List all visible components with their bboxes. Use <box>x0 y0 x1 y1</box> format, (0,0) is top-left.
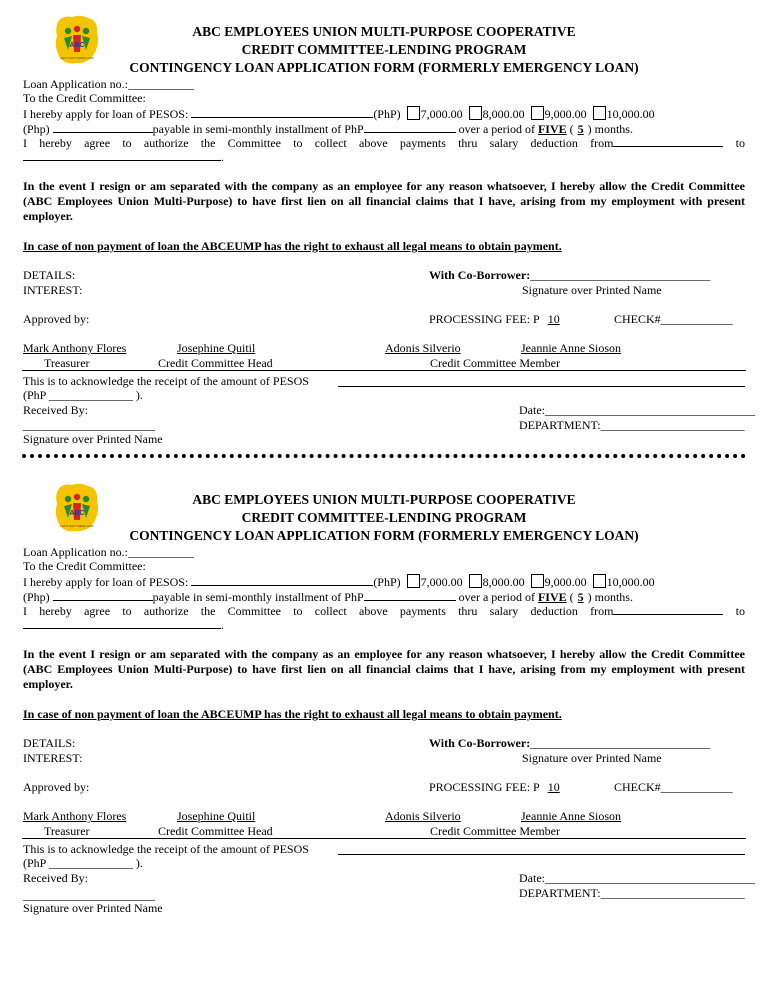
amount-7000-checkbox[interactable] <box>407 574 420 588</box>
cooperative-logo <box>54 14 100 66</box>
signatory-name: Mark Anthony Flores <box>23 809 127 823</box>
acknowledge-line: This is to acknowledge the receipt of the amount of PESOS <box>23 842 309 856</box>
svg-text:ABC: ABC <box>69 510 85 517</box>
interest-label: INTEREST: <box>23 283 83 297</box>
svg-text:ABC: ABC <box>69 42 85 49</box>
signatory-name: Adonis Silverio <box>385 809 461 823</box>
ack-php-field[interactable]: ______________ <box>48 388 133 402</box>
date-line: Date:___________________________________ <box>519 871 755 885</box>
nonpayment-clause: In case of non payment of loan the ABCEUMP has the right to exhaust all legal means to obtain payment. <box>23 707 562 721</box>
pesos-ack-field[interactable] <box>338 854 745 855</box>
divider <box>22 370 746 371</box>
to-committee: To the Credit Committee: <box>23 559 146 573</box>
coborrower-line: With Co-Borrower:______________________________ <box>429 268 711 282</box>
program-title: CREDIT COMMITTEE-LENDING PROGRAM <box>241 510 527 525</box>
loan-no-field[interactable]: ___________ <box>127 545 194 559</box>
interest-label: INTEREST: <box>23 751 83 765</box>
amount-9000-checkbox[interactable] <box>531 574 544 588</box>
amount-10000-checkbox[interactable] <box>593 574 606 588</box>
processing-fee: PROCESSING FEE: P 10 <box>429 312 560 326</box>
loan-application-no: Loan Application no.:___________ <box>23 77 194 91</box>
form-title: CONTINGENCY LOAN APPLICATION FORM (FORMERLY EMERGENCY LOAN) <box>129 60 639 75</box>
signatory-name: Josephine Quitil <box>177 341 256 355</box>
details-label: DETAILS: <box>23 736 76 750</box>
to-committee: To the Credit Committee: <box>23 91 146 105</box>
amount-9000-checkbox[interactable] <box>531 106 544 120</box>
signatory-title: Credit Committee Head <box>158 824 273 838</box>
received-signature-label: Signature over Printed Name <box>23 432 163 446</box>
amount-8000-checkbox[interactable] <box>469 106 482 120</box>
coborrower-signature-label: Signature over Printed Name <box>522 283 662 297</box>
approved-by-label: Approved by: <box>23 312 90 326</box>
check-field[interactable]: ____________ <box>660 780 733 794</box>
loan-form-top <box>0 0 768 460</box>
installment-line: (Php) payable in semi-monthly installment of PhP over a period of FIVE ( 5 ) months. <box>23 590 633 604</box>
program-title: CREDIT COMMITTEE-LENDING PROGRAM <box>241 42 527 57</box>
signatory-name: Jeannie Anne Sioson <box>521 341 621 355</box>
nonpayment-clause: In case of non payment of loan the ABCEUMP has the right to exhaust all legal means to obtain payment. <box>23 239 562 253</box>
svg-text:LET'S GET THERE 2030: LET'S GET THERE 2030 <box>60 56 94 60</box>
pesos-field[interactable] <box>191 106 373 118</box>
coborrower-signature-label: Signature over Printed Name <box>522 751 662 765</box>
signatory-title: Treasurer <box>44 824 90 838</box>
deduction-to-field[interactable] <box>23 149 221 161</box>
cooperative-logo <box>54 482 100 534</box>
apply-line: I hereby apply for loan of PESOS: (PhP) 7,000.00 8,000.00 9,000.00 10,000.00 <box>23 575 655 589</box>
authorize-line: I hereby agree to authorize the Committee to collect above payments thru salary deduction from to <box>23 136 745 150</box>
deduction-from-field[interactable] <box>613 135 723 147</box>
divider <box>22 838 746 839</box>
ack-php-field[interactable]: ______________ <box>48 856 133 870</box>
acknowledge-line: This is to acknowledge the receipt of the amount of PESOS <box>23 374 309 388</box>
department-field[interactable]: ________________________ <box>600 886 745 900</box>
loan-no-field[interactable]: ___________ <box>127 77 194 91</box>
ack-php-line: (PhP ______________ ). <box>23 388 143 402</box>
approved-by-label: Approved by: <box>23 780 90 794</box>
signatory-title: Credit Committee Member <box>430 824 560 838</box>
pesos-field[interactable] <box>191 574 373 586</box>
deduction-to-line: . <box>23 149 224 164</box>
signatory-name: Mark Anthony Flores <box>23 341 127 355</box>
installment-field[interactable] <box>364 589 456 601</box>
amount-8000-checkbox[interactable] <box>469 574 482 588</box>
apply-line: I hereby apply for loan of PESOS: (PhP) 7,000.00 8,000.00 9,000.00 10,000.00 <box>23 107 655 121</box>
deduction-to-field[interactable] <box>23 617 221 629</box>
pesos-ack-field[interactable] <box>338 386 745 387</box>
received-signature-label: Signature over Printed Name <box>23 901 163 915</box>
coborrower-line: With Co-Borrower:______________________________ <box>429 736 711 750</box>
check-field[interactable]: ____________ <box>660 312 733 326</box>
coborrower-field[interactable]: ______________________________ <box>530 268 711 282</box>
signatory-title: Credit Committee Head <box>158 356 273 370</box>
cut-line <box>22 454 746 458</box>
installment-field[interactable] <box>364 121 456 133</box>
amount-10000-checkbox[interactable] <box>593 106 606 120</box>
check-number: CHECK#____________ <box>614 780 733 794</box>
deduction-from-field[interactable] <box>613 603 723 615</box>
org-title: ABC EMPLOYEES UNION MULTI-PURPOSE COOPERATIVE <box>192 492 576 507</box>
php-field[interactable] <box>53 589 153 601</box>
date-field[interactable]: ___________________________________ <box>545 871 755 885</box>
department-line: DEPARTMENT:________________________ <box>519 886 745 900</box>
date-field[interactable]: ___________________________________ <box>545 403 755 417</box>
installment-line: (Php) payable in semi-monthly installment of PhP over a period of FIVE ( 5 ) months. <box>23 122 633 136</box>
received-by-label: Received By: <box>23 871 88 885</box>
department-field[interactable]: ________________________ <box>600 418 745 432</box>
received-by-field[interactable]: ______________________ <box>23 418 155 432</box>
lien-paragraph: In the event I resign or am separated with the company as an employee for any reason whatsoever, I hereby allow the Credit Committee (ABC Employees Union Multi-Purpose) to have first lien on all financial claims that I have, arising from my employment with present employer. <box>23 647 745 691</box>
coborrower-field[interactable]: ______________________________ <box>530 736 711 750</box>
received-by-label: Received By: <box>23 403 88 417</box>
details-label: DETAILS: <box>23 268 76 282</box>
org-title: ABC EMPLOYEES UNION MULTI-PURPOSE COOPERATIVE <box>192 24 576 39</box>
amount-7000-checkbox[interactable] <box>407 106 420 120</box>
check-number: CHECK#____________ <box>614 312 733 326</box>
processing-fee: PROCESSING FEE: P 10 <box>429 780 560 794</box>
php-field[interactable] <box>53 121 153 133</box>
signatory-title: Treasurer <box>44 356 90 370</box>
signatory-title: Credit Committee Member <box>430 356 560 370</box>
form-title: CONTINGENCY LOAN APPLICATION FORM (FORMERLY EMERGENCY LOAN) <box>129 528 639 543</box>
signatory-name: Josephine Quitil <box>177 809 256 823</box>
lien-paragraph: In the event I resign or am separated with the company as an employee for any reason whatsoever, I hereby allow the Credit Committee (ABC Employees Union Multi-Purpose) to have first lien on all financial claims that I have, arising from my employment with present employer. <box>23 179 745 223</box>
date-line: Date:___________________________________ <box>519 403 755 417</box>
loan-form-bottom <box>0 468 768 928</box>
signatory-name: Adonis Silverio <box>385 341 461 355</box>
loan-application-no: Loan Application no.:___________ <box>23 545 194 559</box>
signatory-name: Jeannie Anne Sioson <box>521 809 621 823</box>
deduction-to-line: . <box>23 617 224 632</box>
department-line: DEPARTMENT:________________________ <box>519 418 745 432</box>
svg-text:LET'S GET THERE 2030: LET'S GET THERE 2030 <box>60 524 94 528</box>
authorize-line: I hereby agree to authorize the Committee to collect above payments thru salary deduction from to <box>23 604 745 618</box>
ack-php-line: (PhP ______________ ). <box>23 856 143 870</box>
received-by-field[interactable]: ______________________ <box>23 888 155 902</box>
